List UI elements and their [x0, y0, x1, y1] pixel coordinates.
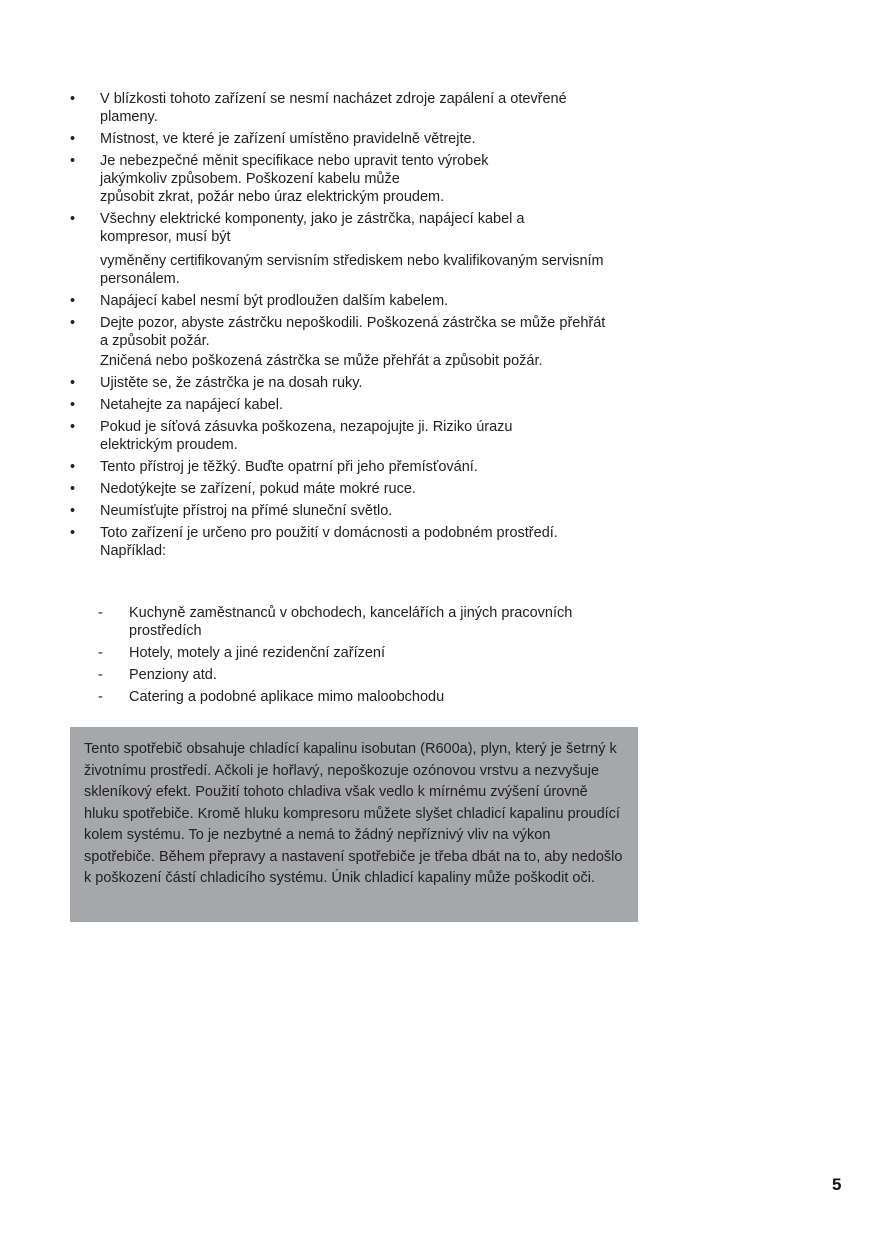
- list-item-text: Napájecí kabel nesmí být prodloužen dalším kabelem.: [100, 293, 449, 309]
- dash-marker: -: [98, 667, 103, 683]
- bullet-marker: •: [70, 315, 76, 331]
- list-item-text: Catering a podobné aplikace mimo maloobchodu: [129, 689, 445, 705]
- page-number: 5: [832, 1175, 842, 1194]
- list-item-text: Nedotýkejte se zařízení, pokud máte mokré ruce.: [100, 481, 416, 497]
- list-item: [70, 374, 610, 392]
- list-item-text: Dejte pozor, abyste zástrčku nepoškodili. Poškozená zástrčka se může přehřát a způsobit požár.: [100, 315, 606, 349]
- list-item: [70, 90, 610, 126]
- list-item: [98, 688, 618, 706]
- list-item-text: Neumísťujte přístroj na přímé sluneční světlo.: [100, 503, 393, 519]
- list-item-text: Tento přístroj je těžký. Buďte opatrní při jeho přemísťování.: [100, 459, 478, 475]
- list-item: [70, 210, 610, 288]
- list-item: [70, 314, 610, 370]
- safety-bullet-list: [70, 90, 610, 564]
- bullet-marker: •: [70, 525, 76, 541]
- bullet-marker: •: [70, 503, 76, 519]
- list-item: [98, 604, 618, 640]
- list-item-text: Hotely, motely a jiné rezidenční zařízení: [129, 645, 386, 661]
- list-item: [70, 418, 610, 454]
- list-item-text-continued: způsobit zkrat, požár nebo úraz elektrickým proudem.: [100, 189, 445, 205]
- usage-environment-list: [98, 604, 618, 710]
- list-item: [70, 480, 610, 498]
- refrigerant-notice-text: Tento spotřebič obsahuje chladící kapalinu isobutan (R600a), plyn, který je šetrný k životnímu prostředí. Ačkoli je hořlavý, nepoškozuje ozónovou vrstvu a nezvyšuje skleníkový efekt. Použití tohoto chladiva však vedlo k mírnému zvýšení úrovně hluku spotřebiče. Kromě hluku kompresoru můžete slyšet chladicí kapalinu proudící kolem systému. To je nezbytné a nemá to žádný nepříznivý vliv na výkon spotřebiče. Během přepravy a nastavení spotřebiče je třeba dbát na to, aby nedošlo k poškození částí chladicího systému. Únik chladicí kapaliny může poškodit oči.: [84, 741, 623, 886]
- list-item: [70, 502, 610, 520]
- bullet-marker: •: [70, 131, 76, 147]
- list-item-text: Penziony atd.: [129, 667, 217, 683]
- list-item: [70, 396, 610, 414]
- bullet-marker: •: [70, 91, 76, 107]
- list-item-text: Ujistěte se, že zástrčka je na dosah ruky.: [100, 375, 363, 391]
- dash-marker: -: [98, 689, 103, 705]
- bullet-marker: •: [70, 459, 76, 475]
- list-item-text: Netahejte za napájecí kabel.: [100, 397, 283, 413]
- list-item: [70, 130, 610, 148]
- bullet-marker: •: [70, 481, 76, 497]
- list-item-text: Pokud je síťová zásuvka poškozena, nezapojujte ji. Riziko úrazu elektrickým proudem.: [100, 419, 513, 453]
- list-item: [70, 524, 610, 560]
- list-item-text: Místnost, ve které je zařízení umístěno pravidelně větrejte.: [100, 131, 476, 147]
- bullet-marker: •: [70, 375, 76, 391]
- bullet-marker: •: [70, 211, 76, 227]
- bullet-marker: •: [70, 397, 76, 413]
- list-item: [70, 152, 610, 206]
- list-item-text: Toto zařízení je určeno pro použití v domácnosti a podobném prostředí. Například:: [100, 525, 558, 559]
- bullet-marker: •: [70, 419, 76, 435]
- list-item-text: Je nebezpečné měnit specifikace nebo upravit tento výrobek jakýmkoliv způsobem. Poškození kabelu může: [100, 153, 489, 187]
- refrigerant-notice-box: [70, 727, 638, 922]
- list-item-text: V blízkosti tohoto zařízení se nesmí nacházet zdroje zapálení a otevřené plameny.: [100, 91, 567, 125]
- bullet-marker: •: [70, 153, 76, 169]
- bullet-marker: •: [70, 293, 76, 309]
- dash-marker: -: [98, 605, 103, 621]
- list-item: [98, 644, 618, 662]
- dash-marker: -: [98, 645, 103, 661]
- list-item: [70, 458, 610, 476]
- list-item-text: Kuchyně zaměstnanců v obchodech, kancelářích a jiných pracovních prostředích: [129, 605, 573, 639]
- list-item-text-continued: Zničená nebo poškozená zástrčka se může přehřát a způsobit požár.: [100, 353, 543, 369]
- list-item: [70, 292, 610, 310]
- list-item-text: Všechny elektrické komponenty, jako je zástrčka, napájecí kabel a kompresor, musí být: [100, 211, 525, 245]
- list-item: [98, 666, 618, 684]
- list-item-text-continued: vyměněny certifikovaným servisním střediskem nebo kvalifikovaným servisním personálem.: [100, 253, 604, 287]
